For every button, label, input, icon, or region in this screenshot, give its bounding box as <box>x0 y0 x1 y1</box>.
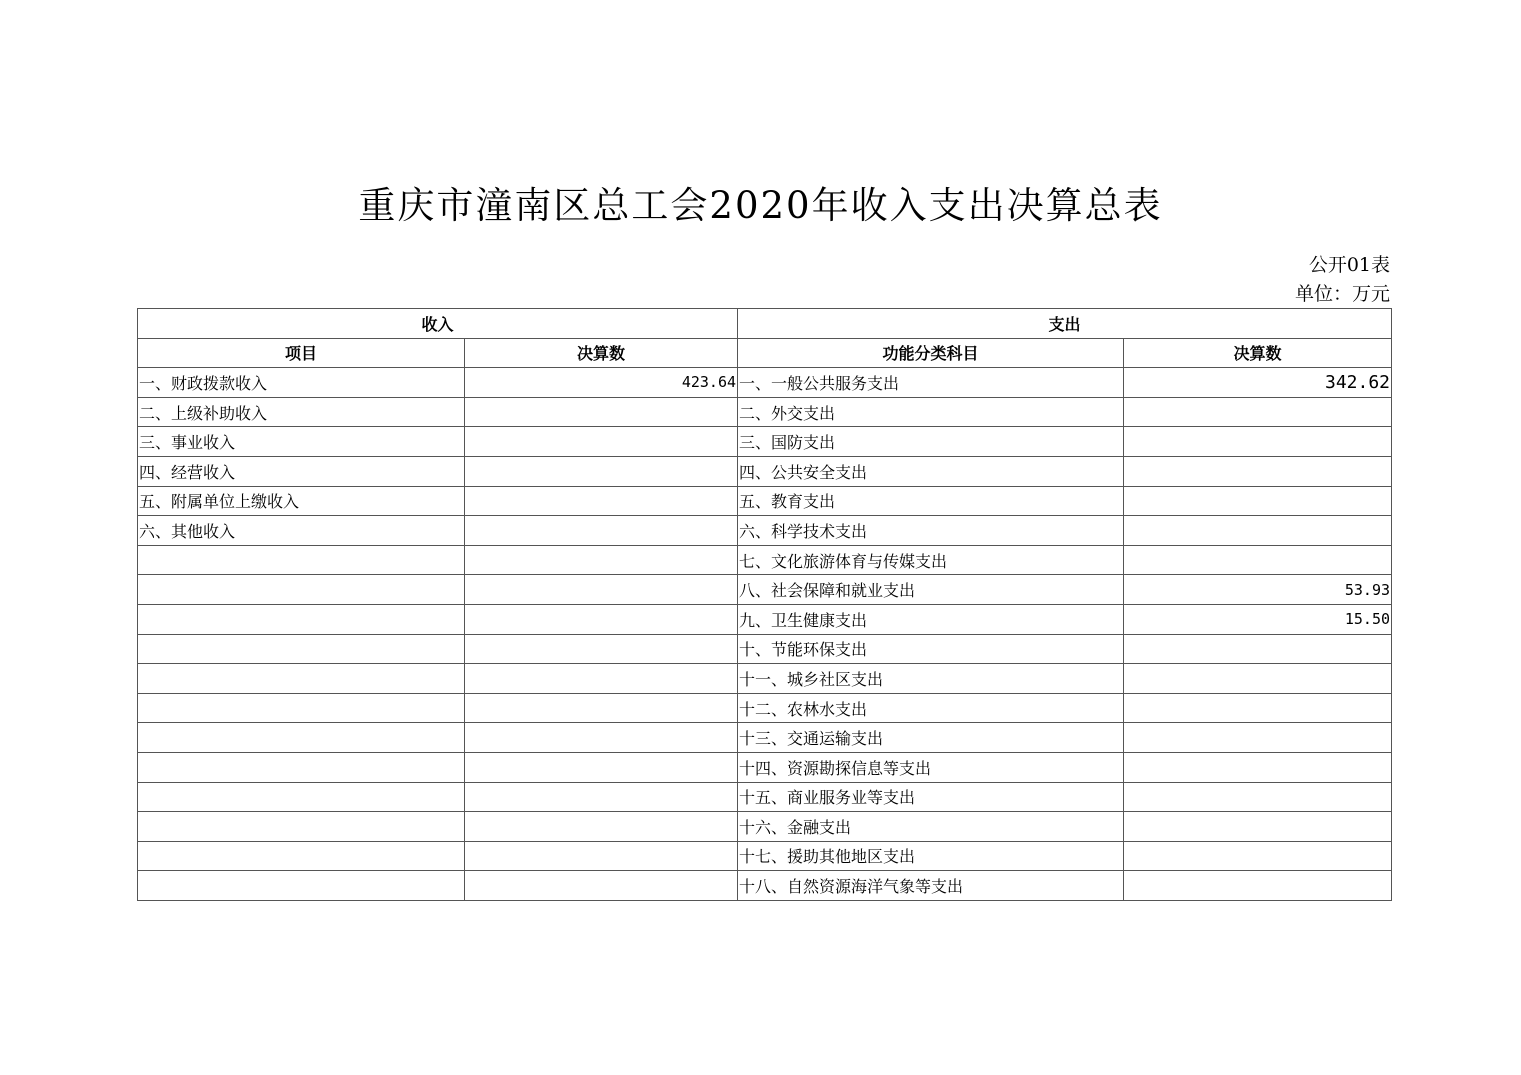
income-header: 收入 <box>138 309 738 339</box>
table-row <box>138 456 1392 486</box>
expense-item-cell: 三、国防支出 <box>738 427 1124 457</box>
column-header-item: 项目 <box>138 338 465 368</box>
column-header-row <box>138 338 1392 368</box>
income-amount-cell <box>465 723 738 753</box>
expense-item-cell: 六、科学技术支出 <box>738 516 1124 546</box>
form-number: 公开01表 <box>1308 254 1390 276</box>
income-item-cell: 六、其他收入 <box>138 516 465 546</box>
expense-item-cell: 十八、自然资源海洋气象等支出 <box>738 871 1124 901</box>
income-item-cell <box>138 693 465 723</box>
income-amount-cell: 423.64 <box>465 368 738 398</box>
income-item-cell <box>138 545 465 575</box>
income-amount-cell <box>465 841 738 871</box>
income-amount-cell <box>465 604 738 634</box>
expense-item-cell: 十六、金融支出 <box>738 812 1124 842</box>
expense-amount-cell <box>1124 486 1392 516</box>
expense-amount-cell <box>1124 456 1392 486</box>
expense-item-cell: 八、社会保障和就业支出 <box>738 575 1124 605</box>
income-item-cell: 二、上级补助收入 <box>138 397 465 427</box>
income-item-cell <box>138 575 465 605</box>
income-item-cell <box>138 812 465 842</box>
table-row <box>138 634 1392 664</box>
table-row <box>138 812 1392 842</box>
table-row <box>138 871 1392 901</box>
income-amount-cell <box>465 545 738 575</box>
expense-item-cell: 四、公共安全支出 <box>738 456 1124 486</box>
table-row <box>138 752 1392 782</box>
expense-item-cell: 十七、援助其他地区支出 <box>738 841 1124 871</box>
income-item-cell <box>138 664 465 694</box>
column-header-expense-amount: 决算数 <box>1124 338 1392 368</box>
expense-item-cell: 二、外交支出 <box>738 397 1124 427</box>
expense-amount-cell <box>1124 516 1392 546</box>
expense-header: 支出 <box>738 309 1392 339</box>
expense-item-cell: 七、文化旅游体育与传媒支出 <box>738 545 1124 575</box>
income-item-cell <box>138 841 465 871</box>
expense-amount-cell <box>1124 634 1392 664</box>
income-item-cell <box>138 782 465 812</box>
expense-amount-cell <box>1124 812 1392 842</box>
income-amount-cell <box>465 664 738 694</box>
income-amount-cell <box>465 427 738 457</box>
income-item-cell: 三、事业收入 <box>138 427 465 457</box>
table-row <box>138 516 1392 546</box>
expense-amount-cell: 342.62 <box>1124 368 1392 398</box>
expense-item-cell: 一、一般公共服务支出 <box>738 368 1124 398</box>
income-amount-cell <box>465 871 738 901</box>
income-amount-cell <box>465 634 738 664</box>
table-row <box>138 368 1392 398</box>
income-amount-cell <box>465 752 738 782</box>
expense-item-cell: 十二、农林水支出 <box>738 693 1124 723</box>
expense-item-cell: 十、节能环保支出 <box>738 634 1124 664</box>
income-item-cell <box>138 752 465 782</box>
table-row <box>138 575 1392 605</box>
income-item-cell: 四、经营收入 <box>138 456 465 486</box>
income-amount-cell <box>465 693 738 723</box>
income-amount-cell <box>465 456 738 486</box>
income-amount-cell <box>465 575 738 605</box>
expense-amount-cell <box>1124 397 1392 427</box>
income-item-cell: 一、财政拨款收入 <box>138 368 465 398</box>
table-row <box>138 723 1392 753</box>
expense-amount-cell <box>1124 664 1392 694</box>
column-header-income-amount: 决算数 <box>465 338 738 368</box>
table-row <box>138 664 1392 694</box>
page-title: 重庆市潼南区总工会2020年收入支出决算总表 <box>358 184 1163 227</box>
expense-amount-cell <box>1124 752 1392 782</box>
income-amount-cell <box>465 782 738 812</box>
income-amount-cell <box>465 486 738 516</box>
unit-label: 单位：万元 <box>1294 283 1390 305</box>
income-amount-cell <box>465 516 738 546</box>
table-row <box>138 841 1392 871</box>
expense-item-cell: 九、卫生健康支出 <box>738 604 1124 634</box>
table-row <box>138 486 1392 516</box>
table-row <box>138 397 1392 427</box>
table-row <box>138 604 1392 634</box>
budget-table <box>137 308 1392 901</box>
expense-item-cell: 五、教育支出 <box>738 486 1124 516</box>
expense-amount-cell <box>1124 693 1392 723</box>
income-item-cell <box>138 871 465 901</box>
section-header-row <box>138 309 1392 339</box>
income-item-cell <box>138 604 465 634</box>
expense-item-cell: 十一、城乡社区支出 <box>738 664 1124 694</box>
table-row <box>138 782 1392 812</box>
expense-amount-cell: 53.93 <box>1124 575 1392 605</box>
income-item-cell <box>138 723 465 753</box>
expense-amount-cell <box>1124 545 1392 575</box>
expense-amount-cell <box>1124 841 1392 871</box>
expense-item-cell: 十三、交通运输支出 <box>738 723 1124 753</box>
expense-amount-cell <box>1124 782 1392 812</box>
income-amount-cell <box>465 397 738 427</box>
column-header-function: 功能分类科目 <box>738 338 1124 368</box>
expense-amount-cell <box>1124 427 1392 457</box>
expense-amount-cell <box>1124 871 1392 901</box>
income-amount-cell <box>465 812 738 842</box>
income-item-cell: 五、附属单位上缴收入 <box>138 486 465 516</box>
expense-amount-cell: 15.50 <box>1124 604 1392 634</box>
table-row <box>138 545 1392 575</box>
income-item-cell <box>138 634 465 664</box>
expense-amount-cell <box>1124 723 1392 753</box>
table-row <box>138 693 1392 723</box>
expense-item-cell: 十五、商业服务业等支出 <box>738 782 1124 812</box>
expense-item-cell: 十四、资源勘探信息等支出 <box>738 752 1124 782</box>
table-row <box>138 427 1392 457</box>
